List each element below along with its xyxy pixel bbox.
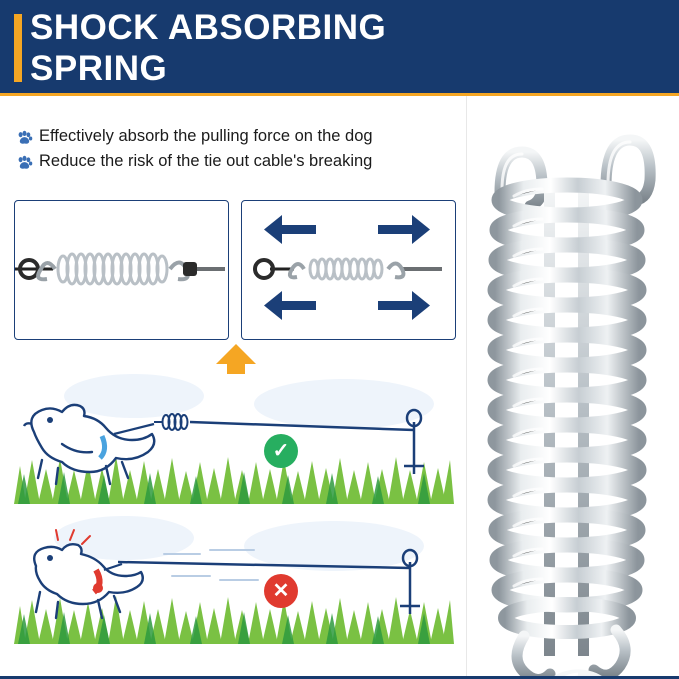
arrow-right-icon [378,291,430,320]
column-divider [466,96,467,679]
spring-relaxed-panel [14,200,229,340]
bullet-label: Reduce the risk of the tie out cable's breaking [39,152,373,170]
scene-with-spring [14,374,454,504]
header-banner [0,0,679,96]
left-content-column [0,96,466,679]
paw-icon [16,154,33,171]
list-item [16,151,462,172]
arrow-right-icon [378,215,430,244]
spring-relaxed-illustration [15,201,225,336]
arrow-left-icon [264,291,316,320]
status-badge: ✓ [264,434,298,468]
paw-icon [16,129,33,146]
list-item [16,126,462,147]
scene-without-spring [14,514,454,644]
scene-without-spring-illustration [14,514,454,644]
scene-with-spring-illustration [14,374,454,504]
status-badge: ✕ [264,574,298,608]
arrow-left-icon [264,215,316,244]
page-title [30,7,650,89]
product-photo [466,96,679,679]
spring-stretched-panel [241,200,456,340]
spring-detail-panels [14,200,454,338]
title-line-1: SHOCK ABSORBING [30,8,387,47]
spring-stretched-illustration [242,201,452,336]
feature-bullet-list [16,126,462,176]
title-line-2: SPRING [30,49,168,88]
bullet-label: Effectively absorb the pulling force on the dog [39,127,373,145]
stainless-steel-spring-photo [466,96,679,679]
header-accent-bar [14,14,22,82]
